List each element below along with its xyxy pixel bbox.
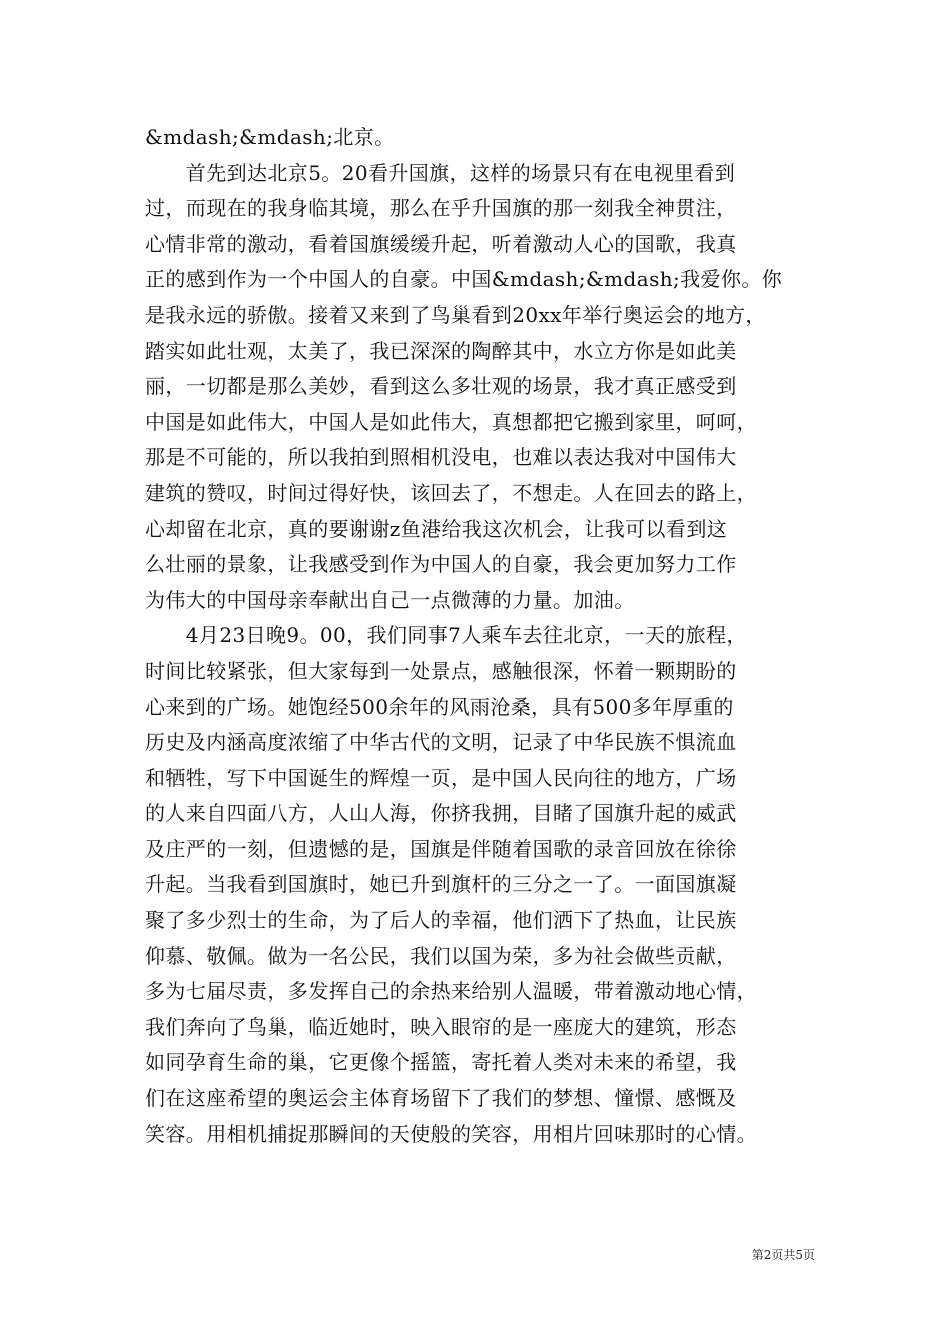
text-line: 么壮丽的景象，让我感受到作为中国人的自豪，我会更加努力工作 [145, 552, 737, 577]
text-line: 我们奔向了鸟巢，临近她时，映入眼帘的是一座庞大的建筑，形态 [145, 1014, 737, 1039]
text-line: 首先到达北京5。20看升国旗，这样的场景只有在电视里看到 [145, 160, 736, 185]
text-line: 如同孕育生命的巢，它更像个摇篮，寄托着人类对未来的希望，我 [145, 1050, 737, 1075]
text-line: 那是不可能的，所以我拍到照相机没电，也难以表达我对中国伟大 [145, 445, 737, 470]
text-line: 正的感到作为一个中国人的自豪。中国&mdash;&mdash;我爱你。你 [145, 267, 783, 292]
body-text [145, 120, 825, 1152]
text-line: 建筑的赞叹，时间过得好快，该回去了，不想走。人在回去的路上， [145, 480, 757, 505]
text-line: 历史及内涵高度浓缩了中华古代的文明，记录了中华民族不惧流血 [145, 730, 737, 755]
text-line: 聚了多少烈士的生命，为了后人的幸福，他们洒下了热血，让民族 [145, 908, 737, 933]
text-line: 为伟大的中国母亲奉献出自己一点微薄的力量。加油。 [145, 587, 635, 612]
text-line: 4月23日晚9。00，我们同事7人乘车去往北京，一天的旅程， [145, 623, 747, 648]
text-line: 仰慕、敬佩。做为一名公民，我们以国为荣，多为社会做些贡献， [145, 943, 737, 968]
text-line: 升起。当我看到国旗时，她已升到旗杆的三分之一了。一面国旗凝 [145, 872, 737, 897]
text-line: 过，而现在的我身临其境，那么在乎升国旗的那一刻我全神贯注， [145, 196, 737, 221]
text-line: 和牺牲，写下中国诞生的辉煌一页，是中国人民向往的地方，广场 [145, 765, 737, 790]
text-line: 踏实如此壮观，太美了，我已深深的陶醉其中，水立方你是如此美 [145, 338, 737, 363]
text-line: 心情非常的激动，看着国旗缓缓升起，听着激动人心的国歌，我真 [145, 231, 737, 256]
text-line: 中国是如此伟大，中国人是如此伟大，真想都把它搬到家里，呵呵， [145, 409, 757, 434]
text-line: &mdash;&mdash;北京。 [145, 125, 395, 149]
text-line: 笑容。用相机捕捉那瞬间的天使般的笑容，用相片回味那时的心情。 [145, 1121, 757, 1146]
page-number-footer: 第2页共5页 [751, 1248, 815, 1262]
text-line: 丽，一切都是那么美妙，看到这么多壮观的场景，我才真正感受到 [145, 374, 737, 399]
text-line: 心来到的广场。她饱经500余年的风雨沧桑，具有500多年厚重的 [145, 694, 734, 719]
text-line: 的人来自四面八方，人山人海，你挤我拥，目睹了国旗升起的威武 [145, 801, 737, 826]
text-line: 们在这座希望的奥运会主体育场留下了我们的梦想、憧憬、感慨及 [145, 1086, 737, 1111]
text-line: 心却留在北京，真的要谢谢z鱼港给我这次机会，让我可以看到这 [145, 516, 728, 541]
text-line: 是我永远的骄傲。接着又来到了鸟巢看到20xx年举行奥运会的地方， [145, 302, 766, 327]
text-line: 多为七届尽责，多发挥自己的余热来给别人温暖，带着激动地心情， [145, 979, 757, 1004]
text-line: 时间比较紧张，但大家每到一处景点，感触很深，怀着一颗期盼的 [145, 658, 737, 683]
text-line: 及庄严的一刻，但遗憾的是，国旗是伴随着国歌的录音回放在徐徐 [145, 836, 737, 861]
